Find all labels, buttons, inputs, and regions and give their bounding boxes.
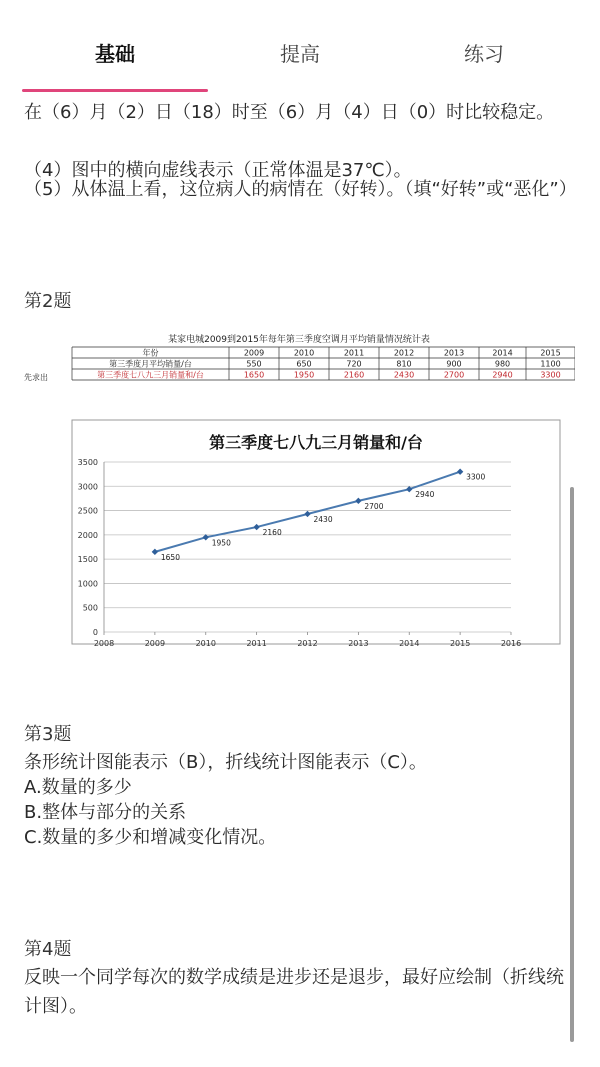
x-tick-label: 2016 <box>500 639 522 648</box>
data-label: 2160 <box>262 528 282 538</box>
question-3-title: 第3题 <box>24 724 72 745</box>
table-header-cell: 2013 <box>443 348 465 358</box>
chart-frame <box>72 420 560 644</box>
stats-table <box>72 347 575 380</box>
table-cell: 3300 <box>540 370 561 380</box>
question-2-figure <box>24 330 575 658</box>
q3-option-b: B.整体与部分的关系 <box>24 802 187 823</box>
table-cell: 980 <box>494 359 511 369</box>
table-cell: 2700 <box>443 370 465 380</box>
data-label: 3300 <box>466 472 486 482</box>
q3-option-a: A.数量的多少 <box>24 777 132 798</box>
y-tick-label: 1000 <box>77 579 98 589</box>
y-tick-label: 500 <box>82 603 98 613</box>
tab-basic[interactable]: 基础 <box>95 42 135 66</box>
table-header-cell: 2011 <box>343 348 365 358</box>
data-label: 1650 <box>160 552 180 562</box>
x-tick-label: 2015 <box>449 639 471 648</box>
table-header-cell: 2012 <box>393 348 415 358</box>
table-cell: 650 <box>296 359 312 369</box>
table-header-cell: 2014 <box>492 348 513 358</box>
tab-bar <box>0 0 600 95</box>
table-cell: 810 <box>396 359 412 369</box>
table-cell: 第三季度七八九三月销量和/台 <box>97 370 204 380</box>
data-label: 2940 <box>415 490 435 500</box>
q1-answer-line2: （4）图中的横向虚线表示（正常体温是37℃）。 <box>24 160 412 181</box>
x-tick-label: 2011 <box>246 639 267 648</box>
question-4-title: 第4题 <box>24 939 72 960</box>
table-cell: 1650 <box>243 370 265 380</box>
tab-advanced[interactable]: 提高 <box>280 42 320 66</box>
table-cell: 2160 <box>343 370 365 380</box>
scrollbar[interactable] <box>570 487 574 1042</box>
x-tick-label: 2009 <box>144 639 166 648</box>
y-tick-label: 2000 <box>77 530 98 540</box>
tab-practice[interactable]: 练习 <box>464 42 504 66</box>
x-tick-label: 2014 <box>399 639 420 648</box>
q3-line1: 条形统计图能表示（B），折线统计图能表示（C）。 <box>24 752 427 773</box>
table-cell: 720 <box>346 359 362 369</box>
table-cell: 1950 <box>293 370 315 380</box>
q1-answer-line1: 在（6）月（2）日（18）时至（6）月（4）日（0）时比较稳定。 <box>24 102 555 123</box>
active-tab-indicator <box>22 89 208 92</box>
question-2-title: 第2题 <box>24 291 72 312</box>
question-2-figure-svg <box>24 330 575 658</box>
q1-answer-line3: （5）从体温上看，这位病人的病情在（好转）。（填“好转”或“恶化”） <box>24 179 577 200</box>
table-cell: 1100 <box>540 359 561 369</box>
y-tick-label: 0 <box>92 628 98 637</box>
table-title: 某家电城2009到2015年每年第三季度空调月平均销量情况统计表 <box>168 335 430 345</box>
y-tick-label: 3500 <box>77 458 98 467</box>
q4-line1: 反映一个同学每次的数学成绩是进步还是退步，最好应绘制（折线统计图）。 <box>24 967 564 1017</box>
table-cell: 第三季度月平均销量/台 <box>109 359 192 369</box>
table-header-cell: 2010 <box>293 348 315 358</box>
data-label: 2430 <box>313 514 333 524</box>
y-tick-label: 2500 <box>77 506 98 516</box>
table-cell: 2940 <box>492 370 513 380</box>
table-cell: 2430 <box>393 370 415 380</box>
data-label: 1950 <box>211 538 231 548</box>
x-tick-label: 2013 <box>348 639 369 648</box>
table-header-cell: 2015 <box>540 348 561 358</box>
data-label: 2700 <box>364 501 384 511</box>
table-header-cell: 年份 <box>142 348 159 358</box>
q3-option-c: C.数量的多少和增减变化情况。 <box>24 827 277 848</box>
chart-title: 第三季度七八九三月销量和/台 <box>209 433 423 452</box>
table-cell: 900 <box>446 359 462 369</box>
side-label: 先求出 <box>24 373 48 382</box>
y-tick-label: 1500 <box>77 555 98 565</box>
x-tick-label: 2010 <box>195 639 216 648</box>
y-tick-label: 3000 <box>77 482 98 492</box>
x-tick-label: 2008 <box>93 639 115 648</box>
table-cell: 550 <box>246 359 262 369</box>
table-header-cell: 2009 <box>243 348 265 358</box>
x-tick-label: 2012 <box>297 639 318 648</box>
